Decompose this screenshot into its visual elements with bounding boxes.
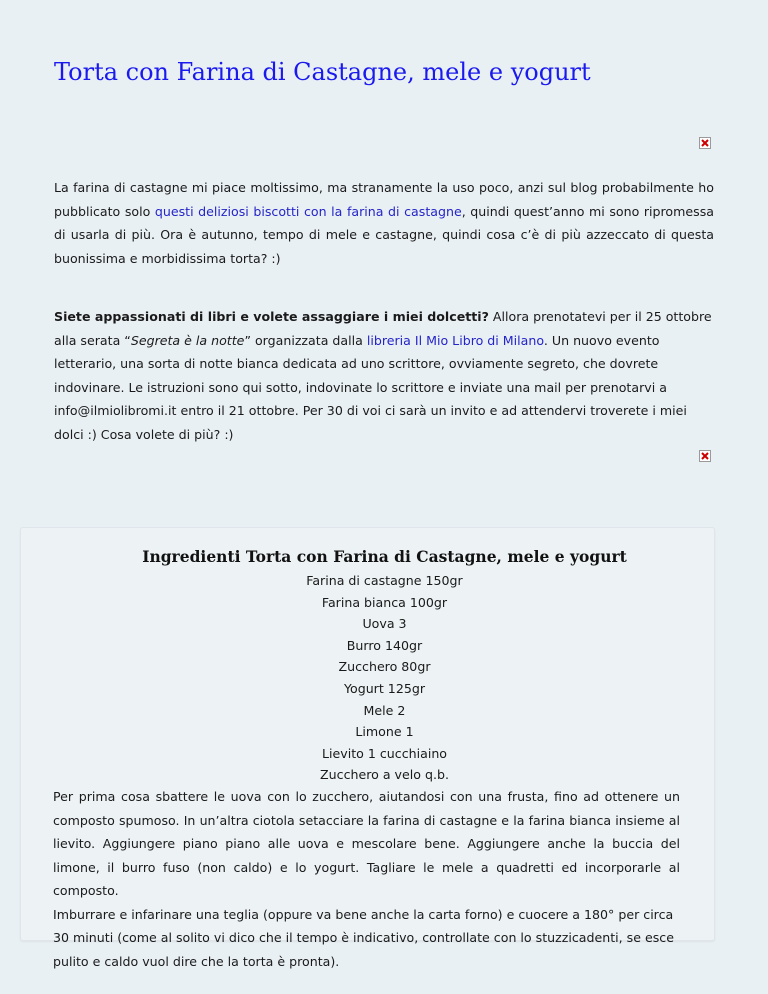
broken-image-icon: [701, 139, 709, 147]
ingredient-item: Mele 2: [363, 702, 406, 718]
event-paragraph: [54, 305, 714, 446]
ingredient-item: Farina di castagne 150gr: [306, 573, 463, 588]
recipe-method: [53, 785, 680, 973]
ingredient-item: Uova 3: [362, 616, 407, 632]
event-name: Segreta è la notte: [130, 332, 245, 348]
recipe-section: [20, 527, 749, 969]
event-text-3: . Un nuovo evento letterario, una sorta di notte bianca dedicata ad uno scrittore, ovviamente segreto, che dovrete indovinare. Le istruzioni sono qui sotto, indovinate lo scrittore e inviate una mail per prenotarvi a info@ilmiolibromi.it entro il 21 ottobre. Per 30 di voi ci sarà un invito e ad attendervi troverete i miei dolci :) Cosa volete di più? :): [54, 332, 687, 442]
event-headline: Siete appassionati di libri e volete assaggiare i miei dolcetti?: [54, 309, 489, 324]
broken-image-1: [699, 137, 711, 149]
ingredient-item: Lievito 1 cucchiaino: [321, 745, 447, 761]
event-text-2: ” organizzata dalla: [244, 332, 367, 348]
ingredient-list: [20, 570, 749, 786]
ingredient-item: Farina bianca 100gr: [321, 594, 448, 610]
ingredient-item: Yogurt 125gr: [343, 680, 426, 696]
bookstore-link[interactable]: libreria Il Mio Libro di Milano: [366, 332, 544, 348]
intro-text-start: La farina di castagne mi piace moltissimo, ma stranamente la uso poco, anzi sul blog probabilmente ho pubblicato solo: [54, 180, 714, 219]
method-step-2: Imburrare e infarinare una teglia (oppure va bene anche la carta forno) e cuocere a 180° per circa 30 minuti (come al solito vi dico che il tempo è indicativo, controllate con lo stuzzicadenti, se esce pulito e caldo vuol dire che la torta è pronta).: [53, 906, 674, 969]
page-title: Torta con Farina di Castagne, mele e yogurt: [54, 58, 591, 86]
broken-image-2: [699, 450, 711, 462]
event-text-1: Allora prenotatevi per il 25 ottobre alla serata “: [54, 309, 712, 348]
broken-image-icon: [701, 452, 709, 460]
recipe-title: Ingredienti Torta con Farina di Castagne, mele e yogurt: [142, 547, 627, 566]
intro-text-end: , quindi quest’anno mi sono ripromessa di usarla di più. Ora è autunno, tempo di mele e castagne, quindi cosa c’è di più azzeccato di questa buonissima e morbidissima torta? :): [54, 203, 714, 266]
ingredient-item: Zucchero 80gr: [338, 659, 431, 675]
ingredient-item: Limone 1: [355, 724, 414, 740]
biscotti-link[interactable]: questi deliziosi biscotti con la farina di castagne: [154, 203, 462, 219]
method-step-1: Per prima cosa sbattere le uova con lo zucchero, aiutandosi con una frusta, fino ad ottenere un composto spumoso. In un’altra ciotola setacciare la farina di castagne e la farina bianca insieme al lievito. Aggiungere piano piano alle uova e mescolare bene. Aggiungere anche la buccia del limone, il burro fuso (non caldo) e lo yogurt. Tagliare le mele a quadretti ed incorporarle al composto.: [53, 789, 680, 898]
ingredient-item: Burro 140gr: [346, 637, 423, 653]
intro-paragraph: [54, 176, 714, 270]
ingredient-item: Zucchero a velo q.b.: [320, 767, 449, 783]
